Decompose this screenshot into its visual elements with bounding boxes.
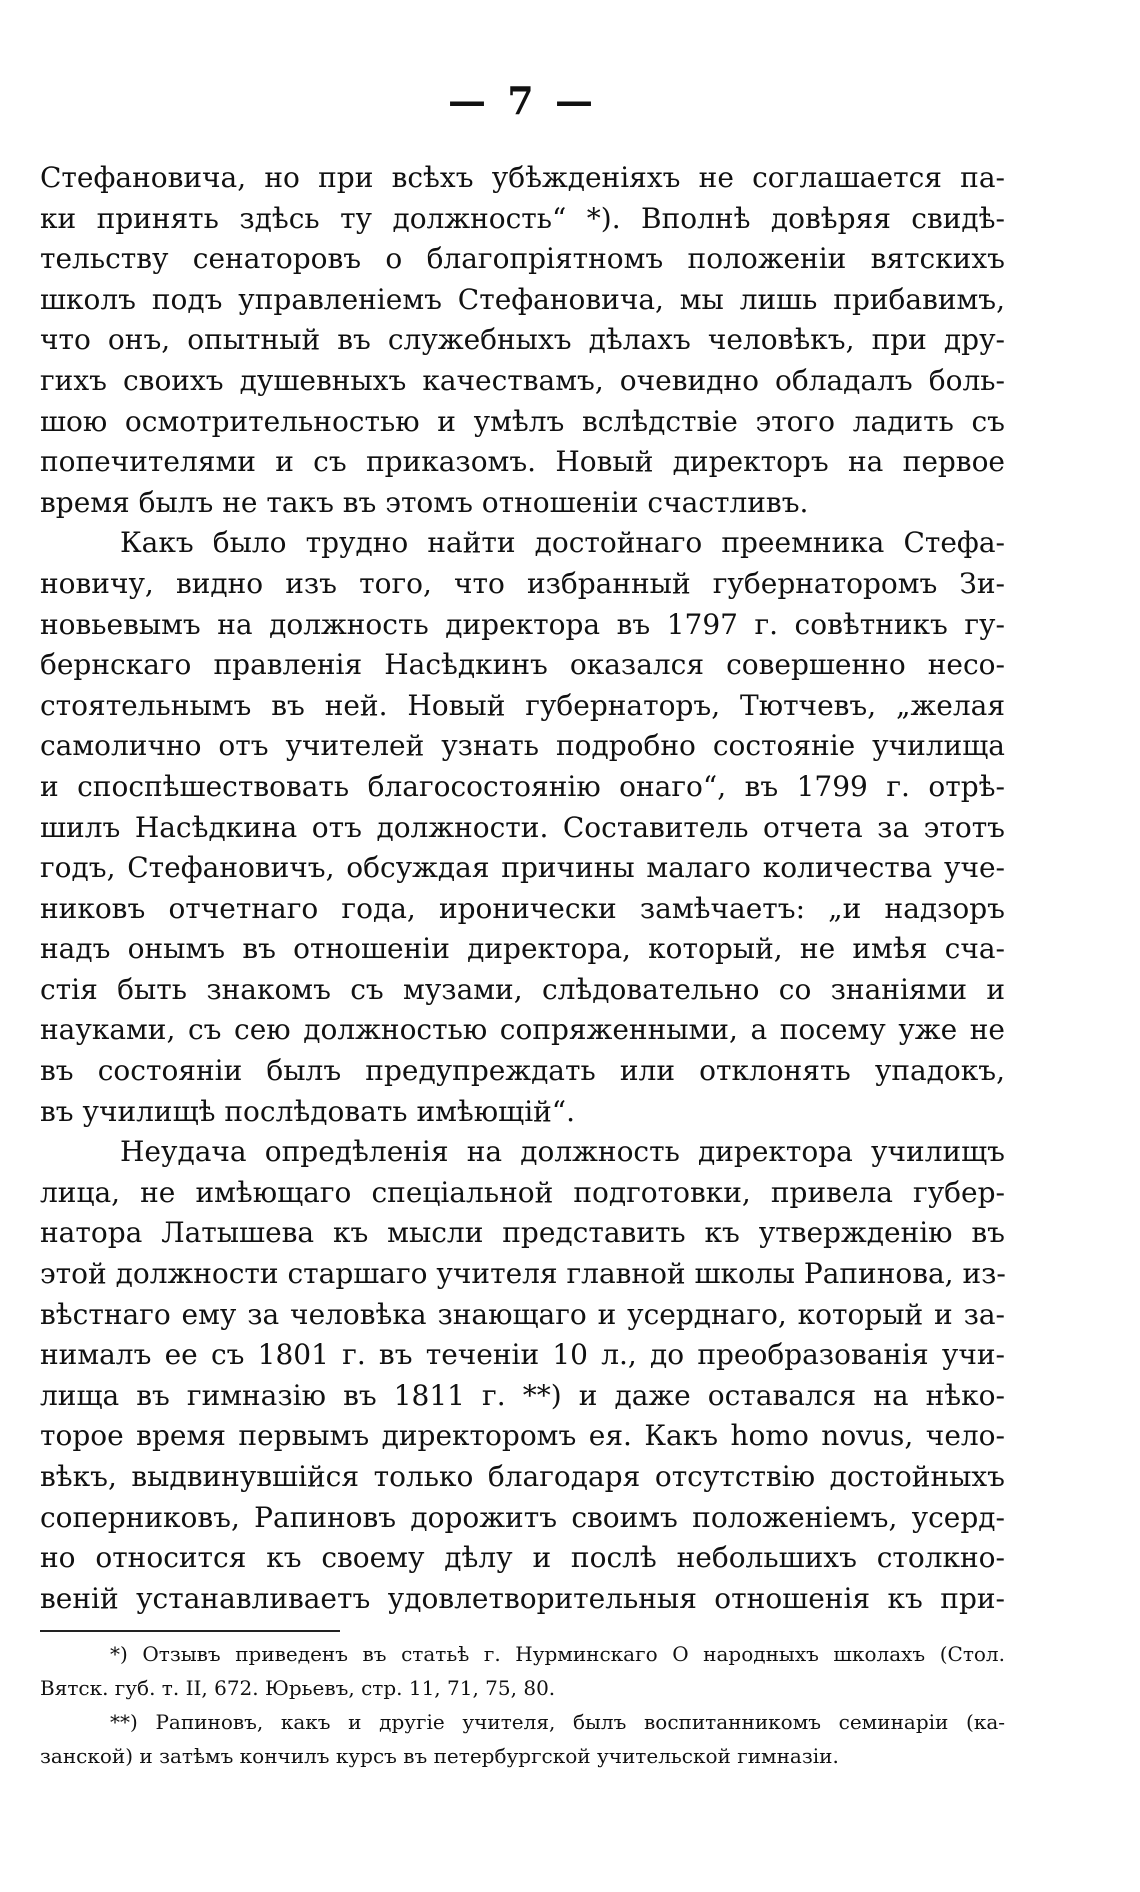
text-line: попечителями и съ приказомъ. Новый директоръ на первое	[40, 445, 1005, 479]
text-line: вѣстнаго ему за человѣка знающаго и усерднаго, который и за-	[40, 1297, 1005, 1331]
text-line: гихъ своихъ душевныхъ качествамъ, очевидно обладалъ боль-	[40, 363, 1005, 397]
body-text	[40, 158, 1005, 1619]
footnote-line: занской) и затѣмъ кончилъ курсъ въ петербургской учительской гимназіи.	[40, 1744, 839, 1768]
text-line: Стефановича, но при всѣхъ убѣжденіяхъ не соглашается па-	[40, 161, 1005, 194]
text-line: науками, съ сею должностью сопряженными, а посему уже не	[40, 1013, 1005, 1047]
page-number: — 7 —	[448, 78, 597, 123]
text-line: шою осмотрительностью и умѣлъ вслѣдствіе этого ладить съ	[40, 404, 1005, 438]
text-line: Какъ было трудно найти достойнаго преемника Стефа-	[120, 526, 1005, 560]
text-line: годъ, Стефановичъ, обсуждая причины малаго количества уче-	[40, 851, 1005, 885]
text-line: лища въ гимназію въ 1811 г. **) и даже оставался на нѣко-	[40, 1378, 1005, 1412]
book-page	[40, 0, 1005, 1892]
footnote-line: **) Рапиновъ, какъ и другіе учителя, былъ воспитанникомъ семинаріи (ка-	[110, 1710, 1005, 1734]
text-line: что онъ, опытный въ служебныхъ дѣлахъ человѣкъ, при дру-	[40, 323, 1005, 357]
text-line: Неудача опредѣленія на должность директора училищъ	[120, 1135, 1005, 1169]
footnote-line: *) Отзывъ приведенъ въ статьѣ г. Нурминскаго О народныхъ школахъ (Стол.	[110, 1642, 1005, 1666]
text-line: никовъ отчетнаго года, иронически замѣчаетъ: „и надзоръ	[40, 891, 1005, 925]
text-line: новичу, видно изъ того, что избранный губернаторомъ Зи-	[40, 566, 1005, 600]
text-line: и споспѣшествовать благосостоянію онаго“, въ 1799 г. отрѣ-	[40, 769, 1005, 803]
text-line: въ училищѣ послѣдовать имѣющій“.	[40, 1094, 576, 1128]
text-line: торое время первымъ директоромъ ея. Какъ homo novus, чело-	[40, 1419, 1005, 1453]
text-line: лица, не имѣющаго спеціальной подготовки, привела губер-	[40, 1175, 1005, 1209]
footnote-line: Вятск. губ. т. II, 672. Юрьевъ, стр. 11, 71, 75, 80.	[40, 1676, 556, 1700]
text-line: тельству сенаторовъ о благопріятномъ положеніи вятскихъ	[40, 242, 1005, 276]
footnote-divider	[40, 1630, 340, 1632]
text-line: но относится къ своему дѣлу и послѣ небольшихъ столкно-	[40, 1541, 1005, 1575]
text-line: натора Латышева къ мысли представить къ утвержденію въ	[40, 1216, 1005, 1250]
text-line: время былъ не такъ въ этомъ отношеніи счастливъ.	[40, 485, 809, 519]
text-line: вѣкъ, выдвинувшійся только благодаря отсутствію достойныхъ	[40, 1460, 1005, 1493]
text-line: соперниковъ, Рапиновъ дорожитъ своимъ положеніемъ, усерд-	[40, 1500, 1005, 1534]
text-line: стія быть знакомъ съ музами, слѣдовательно со знаніями и	[40, 972, 1005, 1006]
text-line: веній устанавливаетъ удовлетворительныя отношенія къ при-	[40, 1581, 1005, 1615]
text-line: надъ онымъ въ отношеніи директора, который, не имѣя сча-	[40, 932, 1005, 966]
text-line: самолично отъ учителей узнать подробно состояніе училища	[40, 729, 1005, 763]
text-line: шилъ Насѣдкина отъ должности. Составитель отчета за этотъ	[40, 810, 1005, 844]
text-line: этой должности старшаго учителя главной школы Рапинова, из-	[40, 1257, 1006, 1291]
text-line: въ состояніи былъ предупреждать или отклонять упадокъ,	[40, 1054, 1005, 1088]
text-line: ки принять здѣсь ту должность“ *). Вполнѣ довѣряя свидѣ-	[40, 201, 1005, 235]
text-line: стоятельнымъ въ ней. Новый губернаторъ, Тютчевъ, „желая	[40, 688, 1005, 722]
text-line: новьевымъ на должность директора въ 1797 г. совѣтникъ гу-	[40, 607, 1005, 641]
text-line: нималъ ее съ 1801 г. въ теченіи 10 л., до преобразованія учи-	[40, 1338, 1005, 1372]
footnotes	[40, 1637, 1005, 1773]
text-line: бернскаго правленія Насѣдкинъ оказался совершенно несо-	[40, 648, 1005, 682]
text-line: школъ подъ управленіемъ Стефановича, мы лишь прибавимъ,	[40, 282, 1005, 316]
